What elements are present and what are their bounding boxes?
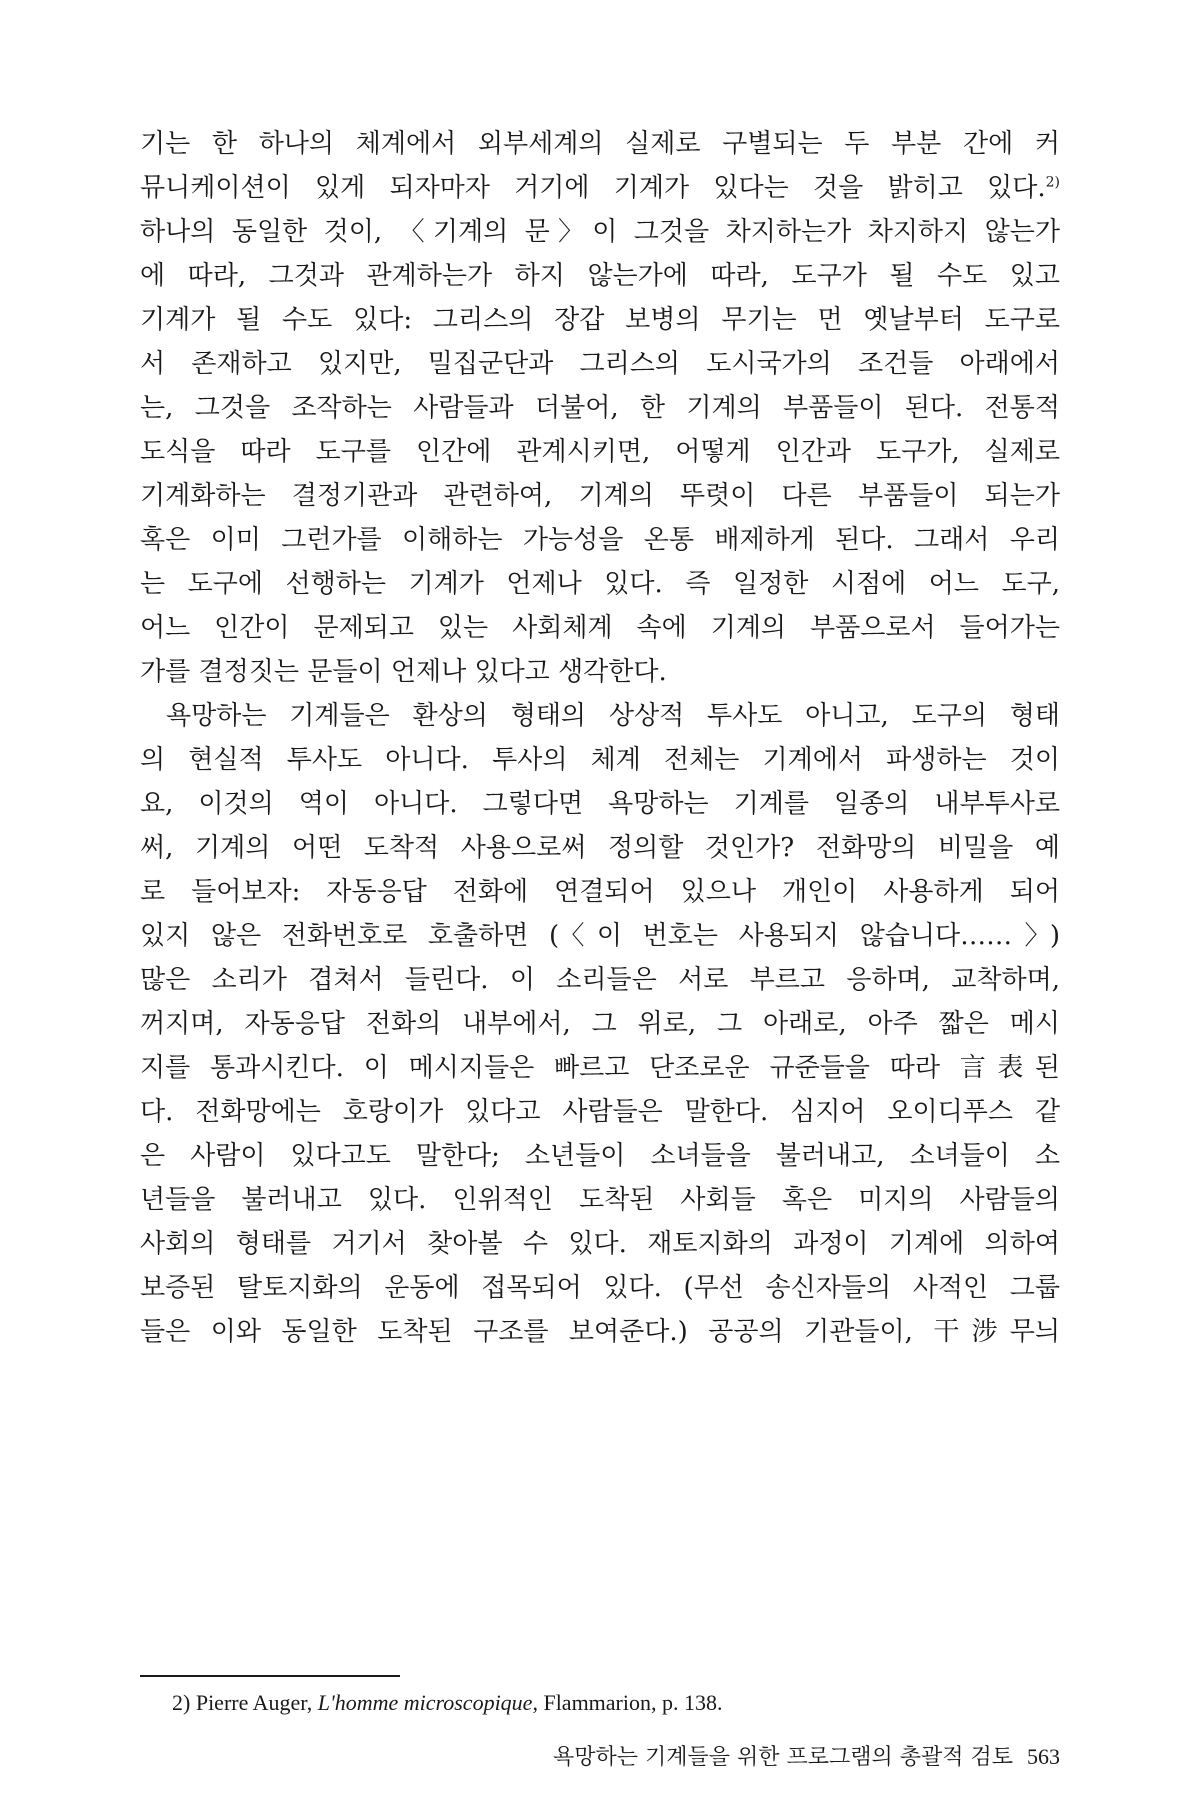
text-line: 기계화하는 결정기관과 관련하여, 기계의 뚜렷이 다른 부품들이 되는가 (140, 481, 1060, 511)
text-line: 기는 한 하나의 체계에서 외부세계의 실제로 구별되는 두 부분 간에 커 (140, 129, 1060, 159)
body-text (140, 122, 1060, 1354)
text-line: 년들을 불러내고 있다. 인위적인 도착된 사회들 혹은 미지의 사람들의 (140, 1185, 1060, 1215)
page-number: 563 (1027, 1744, 1060, 1769)
text-line: 로 들어보자: 자동응답 전화에 연결되어 있으나 개인이 사용하게 되어 (140, 877, 1060, 907)
text-line: 있지 않은 전화번호로 호출하면 (〈이 번호는 사용되지 않습니다……〉) (140, 921, 1060, 951)
footnote-author: Pierre Auger, (195, 1690, 313, 1715)
text-line: 는, 그것을 조작하는 사람들과 더불어, 한 기계의 부품들이 된다. 전통적 (140, 393, 1060, 423)
text-line: 혹은 이미 그런가를 이해하는 가능성을 온통 배제하게 된다. 그래서 우리 (140, 525, 1060, 555)
text-line: 에 따라, 그것과 관계하는가 하지 않는가에 따라, 도구가 될 수도 있고 (140, 261, 1060, 291)
footnote (172, 1688, 1052, 1718)
text-line: 서 존재하고 있지만, 밀집군단과 그리스의 도시국가의 조건들 아래에서 (140, 349, 1060, 379)
text-line: 의 현실적 투사도 아니다. 투사의 체계 전체는 기계에서 파생하는 것이 (140, 745, 1060, 775)
text-line: 기계가 될 수도 있다: 그리스의 장갑 보병의 무기는 먼 옛날부터 도구로 (140, 305, 1060, 335)
text-line: 많은 소리가 겹쳐서 들린다. 이 소리들은 서로 부르고 응하며, 교착하며, (140, 965, 1060, 995)
footnote-number: 2) (172, 1690, 191, 1715)
text-line: 지를 통과시킨다. 이 메시지들은 빠르고 단조로운 규준들을 따라 言表된 (140, 1053, 1060, 1083)
footnote-publisher: , Flammarion, p. 138. (532, 1690, 723, 1715)
text-line: 은 사람이 있다고도 말한다; 소년들이 소녀들을 불러내고, 소녀들이 소 (140, 1141, 1060, 1171)
text-line: 욕망하는 기계들은 환상의 형태의 상상적 투사도 아니고, 도구의 형태 (166, 701, 1060, 731)
text-line: 다. 전화망에는 호랑이가 있다고 사람들은 말한다. 심지어 오이디푸스 같 (140, 1097, 1060, 1127)
text-line: 는 도구에 선행하는 기계가 언제나 있다. 즉 일정한 시점에 어느 도구, (140, 569, 1060, 599)
footnote-title: L'homme microscopique (317, 1690, 533, 1715)
text-line: 요, 이것의 역이 아니다. 그렇다면 욕망하는 기계를 일종의 내부투사로 (140, 789, 1060, 819)
running-footer (553, 1742, 1060, 1773)
footnote-divider (140, 1675, 400, 1677)
text-line: 써, 기계의 어떤 도착적 사용으로써 정의할 것인가? 전화망의 비밀을 예 (140, 833, 1060, 863)
text-line: 도식을 따라 도구를 인간에 관계시키면, 어떻게 인간과 도구가, 실제로 (140, 437, 1060, 467)
running-footer-title: 욕망하는 기계들을 위한 프로그램의 총괄적 검토 (552, 1745, 1013, 1770)
text-line-content: 뮤니케이션이 있게 되자마자 거기에 기계가 있다는 것을 밝히고 있다. (140, 173, 1046, 203)
text-line: 가를 결정짓는 문들이 언제나 있다고 생각한다. (140, 657, 667, 687)
text-line: 보증된 탈토지화의 운동에 접목되어 있다. (무선 송신자들의 사적인 그룹 (140, 1273, 1060, 1303)
footnote-reference: 2) (1045, 174, 1060, 191)
text-line: 하나의 동일한 것이, 〈기계의 문〉이 그것을 차지하는가 차지하지 않는가 (140, 217, 1060, 247)
text-line: 어느 인간이 문제되고 있는 사회체계 속에 기계의 부품으로서 들어가는 (140, 613, 1060, 643)
text-line: 꺼지며, 자동응답 전화의 내부에서, 그 위로, 그 아래로, 아주 짧은 메시 (140, 1009, 1060, 1039)
text-line: 사회의 형태를 거기서 찾아볼 수 있다. 재토지화의 과정이 기계에 의하여 (140, 1229, 1060, 1259)
text-line (140, 166, 1060, 210)
text-line: 들은 이와 동일한 도착된 구조를 보여준다.) 공공의 기관들이, 干涉무늬 (140, 1317, 1060, 1347)
